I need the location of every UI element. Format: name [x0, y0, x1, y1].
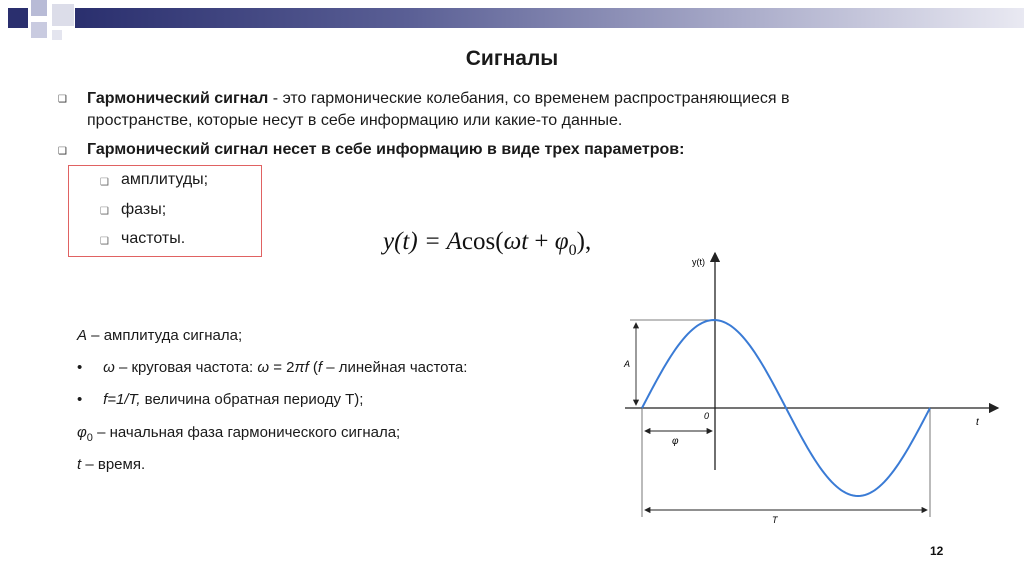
header-square [31, 22, 47, 38]
def-f1: f [304, 359, 309, 376]
header-square [8, 8, 28, 28]
bullet-1-text-line2: пространстве, которые несут в себе информацию или какие-то данные. [87, 112, 623, 129]
square-bullet-icon: ❑ [58, 94, 67, 105]
param-amplitude: амплитуды; [121, 171, 209, 188]
x-axis-label: t [976, 417, 979, 428]
formula-close: ), [576, 228, 592, 255]
bullet-1-term: Гармонический сигнал [87, 90, 269, 107]
header-decoration [0, 0, 1024, 44]
def-phase [77, 424, 400, 444]
def-frequency [77, 391, 363, 408]
def-phi-text: – начальная фаза гармонического сигнала; [92, 424, 401, 441]
origin-label: 0 [704, 411, 710, 421]
bullet-dot: • [77, 391, 83, 408]
def-amplitude-symbol: A [77, 327, 88, 344]
formula-cos: cos( [461, 228, 504, 255]
formula-plus: + [528, 228, 555, 255]
formula-phi: φ [554, 228, 569, 255]
header-gradient-bar [75, 8, 1024, 28]
header-square [31, 0, 47, 16]
def-f2: f [317, 359, 323, 376]
def-t-symbol: t [77, 456, 82, 473]
formula-amplitude: A [446, 228, 462, 255]
harmonic-formula [383, 228, 591, 260]
def-omega-eq: = 2 [269, 359, 295, 376]
def-phi-symbol: φ [77, 424, 87, 441]
phase-label: φ [672, 436, 679, 447]
formula-phi-subscript: 0 [568, 242, 577, 259]
def-omega [77, 359, 467, 376]
header-square [52, 30, 62, 40]
period-label: T [772, 515, 778, 525]
amplitude-label: A [624, 359, 631, 369]
harmonic-signal-chart [600, 245, 1010, 530]
def-amplitude [77, 327, 242, 344]
square-bullet-icon: ❑ [58, 146, 67, 157]
bullet-1-text: - это гармонические колебания, со временем распространяющиеся в [268, 90, 790, 107]
def-omega-tail-open: ( [308, 359, 318, 376]
y-axis-label: y(t) [692, 257, 705, 267]
bullet-dot: • [77, 359, 83, 376]
page-number: 12 [930, 544, 944, 558]
bullet-2: Гармонический сигнал несет в себе информацию в виде трех параметров: [87, 141, 685, 158]
def-f-formula: f=1/T, [103, 391, 141, 408]
param-frequency: частоты. [121, 230, 186, 247]
param-phase: фазы; [121, 201, 167, 218]
def-time [77, 456, 145, 473]
def-omega-symbol: ω [103, 359, 115, 376]
bullet-1 [87, 88, 987, 132]
def-omega-text: – круговая частота: [114, 359, 258, 376]
square-bullet-icon: ❑ [100, 177, 109, 188]
def-pi: π [294, 359, 305, 376]
def-amplitude-text: – амплитуда сигнала; [87, 327, 243, 344]
def-omega-tail: – линейная частота: [322, 359, 468, 376]
def-omega-eq-symbol: ω [257, 359, 270, 376]
def-phi-subscript: 0 [86, 432, 93, 444]
header-square [52, 4, 74, 26]
def-t-text: – время. [81, 456, 146, 473]
formula-lhs: y(t) = [383, 228, 447, 255]
formula-omega-t: ωt [503, 228, 529, 255]
square-bullet-icon: ❑ [100, 236, 109, 247]
def-f-text: величина обратная периоду Т); [140, 391, 364, 408]
square-bullet-icon: ❑ [100, 206, 109, 217]
page-title: Сигналы [465, 47, 559, 70]
